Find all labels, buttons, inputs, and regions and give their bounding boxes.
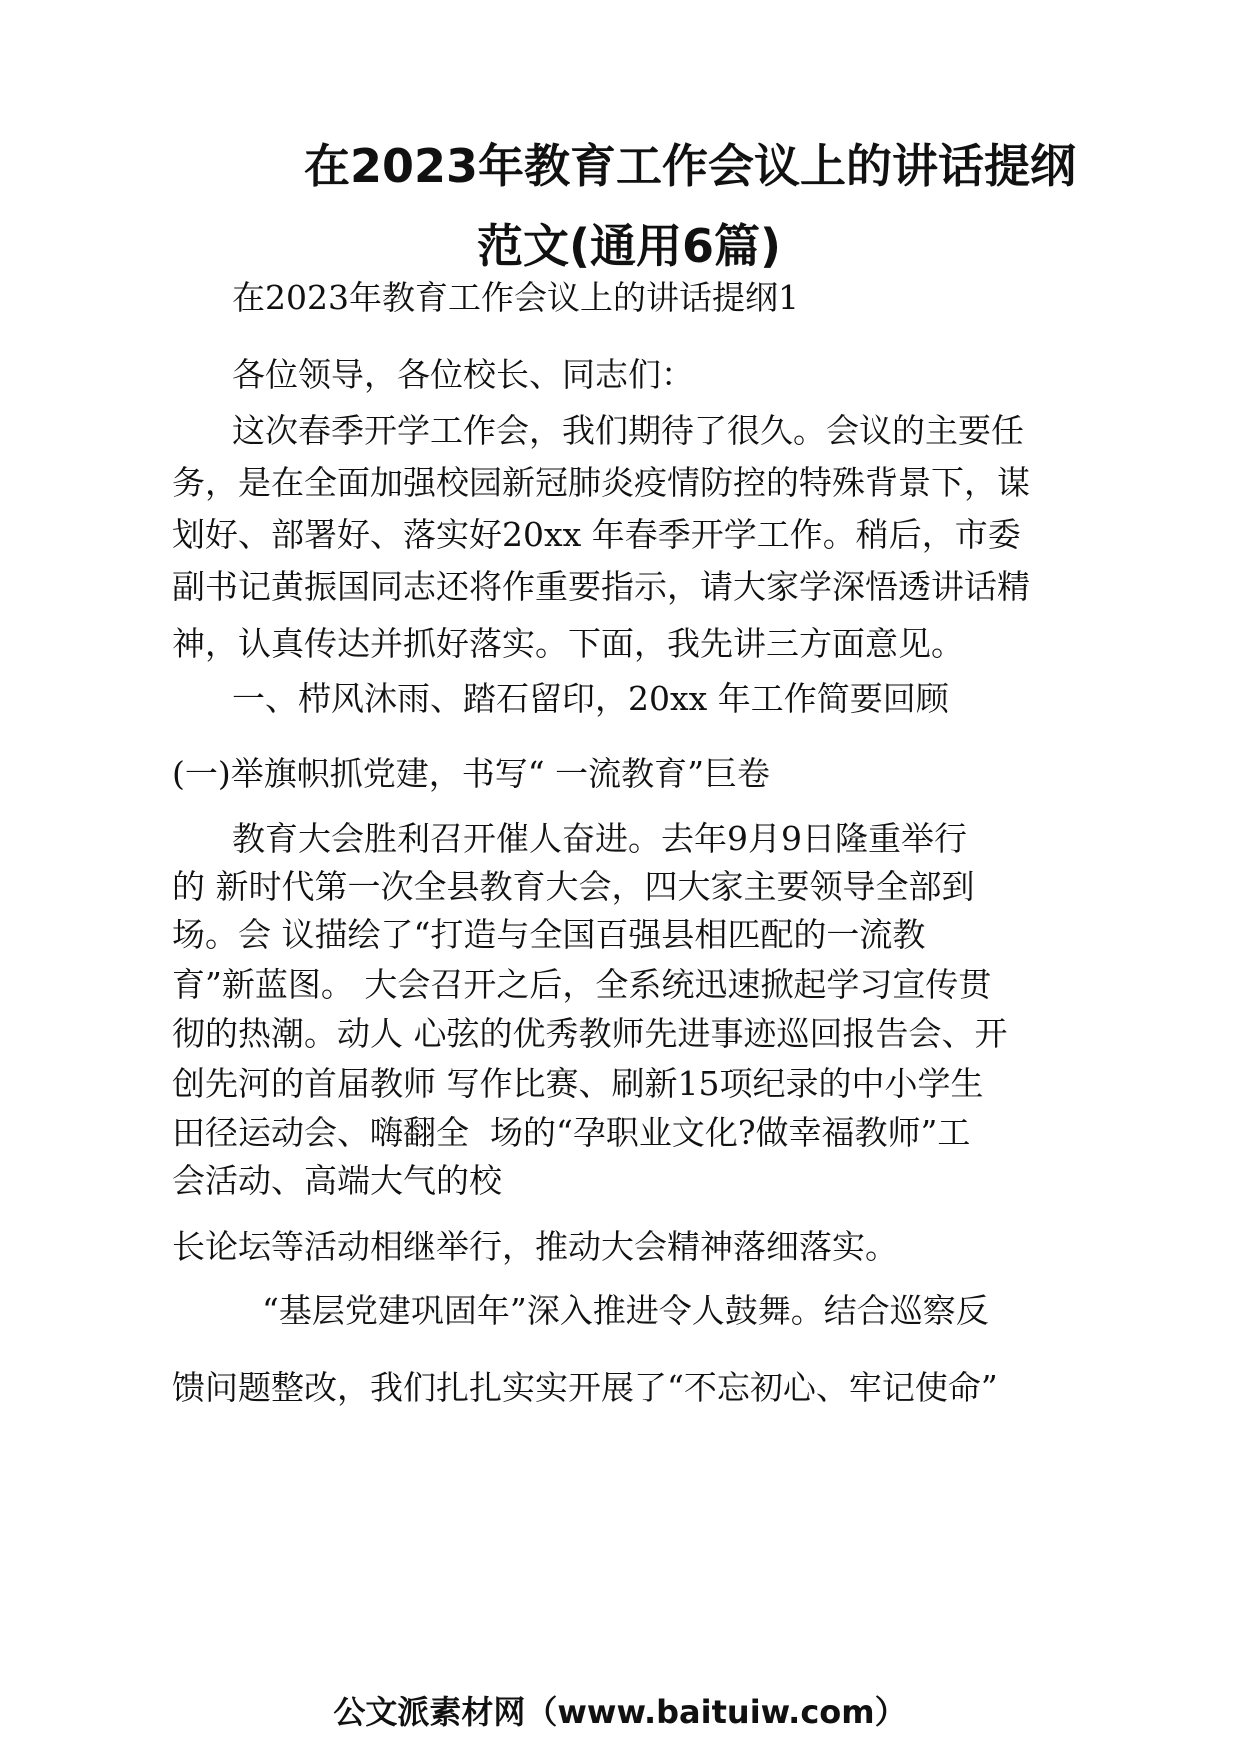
salutation: 各位领导，各位校长、同志们： [232, 355, 694, 394]
body-line: 副书记黄振国同志还将作重要指示，请大家学深悟透讲话精 [172, 567, 1030, 606]
body-line: 馈问题整改，我们扎扎实实开展了“不忘初心、牢记使命” [172, 1368, 998, 1407]
document-title-line-1: 在2023年教育工作会议上的讲话提纲 [303, 139, 1077, 193]
section-subtitle: 在2023年教育工作会议上的讲话提纲1 [232, 278, 799, 317]
body-line: 教育大会胜利召开催人奋进。去年9月9日隆重举行 [232, 819, 967, 858]
body-line: 彻的热潮。动人 心弦的优秀教师先进事迹巡回报告会、开 [172, 1014, 1008, 1053]
body-line: 务，是在全面加强校园新冠肺炎疫情防控的特殊背景下，谋 [172, 463, 1030, 502]
body-line: 育”新蓝图。 大会召开之后，全系统迅速掀起学习宣传贯 [172, 965, 992, 1004]
section-heading: 一、栉风沐雨、踏石留印，20xx 年工作简要回顾 [232, 679, 949, 718]
subsection-heading: (一)举旗帜抓党建，书写“ 一流教育”巨卷 [172, 754, 770, 793]
body-line: 田径运动会、嗨翻全 场的“孕职业文化?做幸福教师”工 [172, 1113, 971, 1152]
document-title-line-2: 范文(通用6篇) [476, 219, 782, 273]
body-line: 划好、部署好、落实好20xx 年春季开学工作。稍后，市委 [172, 515, 1021, 554]
body-line: 长论坛等活动相继举行，推动大会精神落细落实。 [172, 1227, 898, 1266]
body-line: 神，认真传达并抓好落实。下面，我先讲三方面意见。 [172, 624, 964, 663]
body-line: 会活动、高端大气的校 [172, 1161, 502, 1200]
body-line: “基层党建巩固年”深入推进令人鼓舞。结合巡察反 [262, 1291, 989, 1330]
body-line: 这次春季开学工作会，我们期待了很久。会议的主要任 [232, 411, 1024, 450]
footer-watermark: 公文派素材网（www.baituiw.com） [333, 1693, 907, 1731]
body-line: 场。会 议描绘了“打造与全国百强县相匹配的一流教 [172, 915, 926, 954]
body-line: 创先河的首届教师 写作比赛、刷新15项纪录的中小学生 [172, 1064, 984, 1103]
body-line: 的 新时代第一次全县教育大会，四大家主要领导全部到 [172, 867, 975, 906]
